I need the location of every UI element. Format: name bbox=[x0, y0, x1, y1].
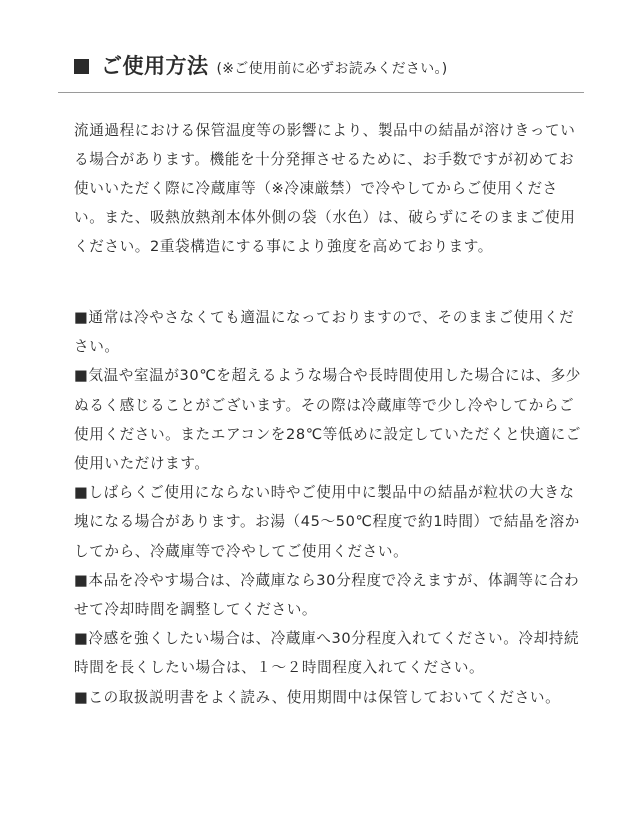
instruction-list bbox=[74, 303, 584, 712]
instruction-item: ■冷感を強くしたい場合は、冷蔵庫へ30分程度入れてください。冷却持続時間を長くしたい場合は、１〜２時間程度入れてください。 bbox=[74, 630, 580, 677]
instruction-item: ■通常は冷やさなくても適温になっておりますので、そのままご使用ください。 bbox=[74, 309, 575, 356]
header-divider bbox=[58, 92, 584, 93]
instruction-item: ■本品を冷やす場合は、冷蔵庫なら30分程度で冷えますが、体調等に合わせて冷却時間を調整してください。 bbox=[74, 571, 580, 619]
intro-paragraph: 流通過程における保管温度等の影響により、製品中の結晶が溶けきっている場合があります。機能を十分発揮させるために、お手数ですが初めてお使いいただく際に冷蔵庫等（※冷凍厳禁）で冷やしてからご使用ください。また、吸熱放熱剤本体外側の袋（水色）は、破らずにそのままご使用ください。2重袋構造にする事により強度を高めております。 bbox=[74, 122, 576, 255]
instruction-item: ■気温や室温が30℃を超えるような場合や長時間使用した場合には、多少ぬるく感じることがございます。その際は冷蔵庫等で少し冷やしてからご使用ください。またエアコンを28℃等低めに設定していただくと快適にご使用いただけます。 bbox=[74, 367, 582, 473]
section-note: (※ご使用前に必ずお読みください。) bbox=[216, 61, 448, 77]
square-bullet-icon bbox=[74, 59, 89, 74]
section-title: ご使用方法 bbox=[101, 54, 209, 78]
instruction-item: ■しばらくご使用にならない時やご使用中に製品中の結晶が粒状の大きな塊になる場合があります。お湯（45〜50℃程度で約1時間）で結晶を溶かしてから、冷蔵庫等で冷やしてご使用ください。 bbox=[74, 484, 580, 560]
instruction-item: ■この取扱説明書をよく読み、使用期間中は保管しておいてください。 bbox=[74, 688, 561, 706]
section-header bbox=[74, 50, 584, 90]
